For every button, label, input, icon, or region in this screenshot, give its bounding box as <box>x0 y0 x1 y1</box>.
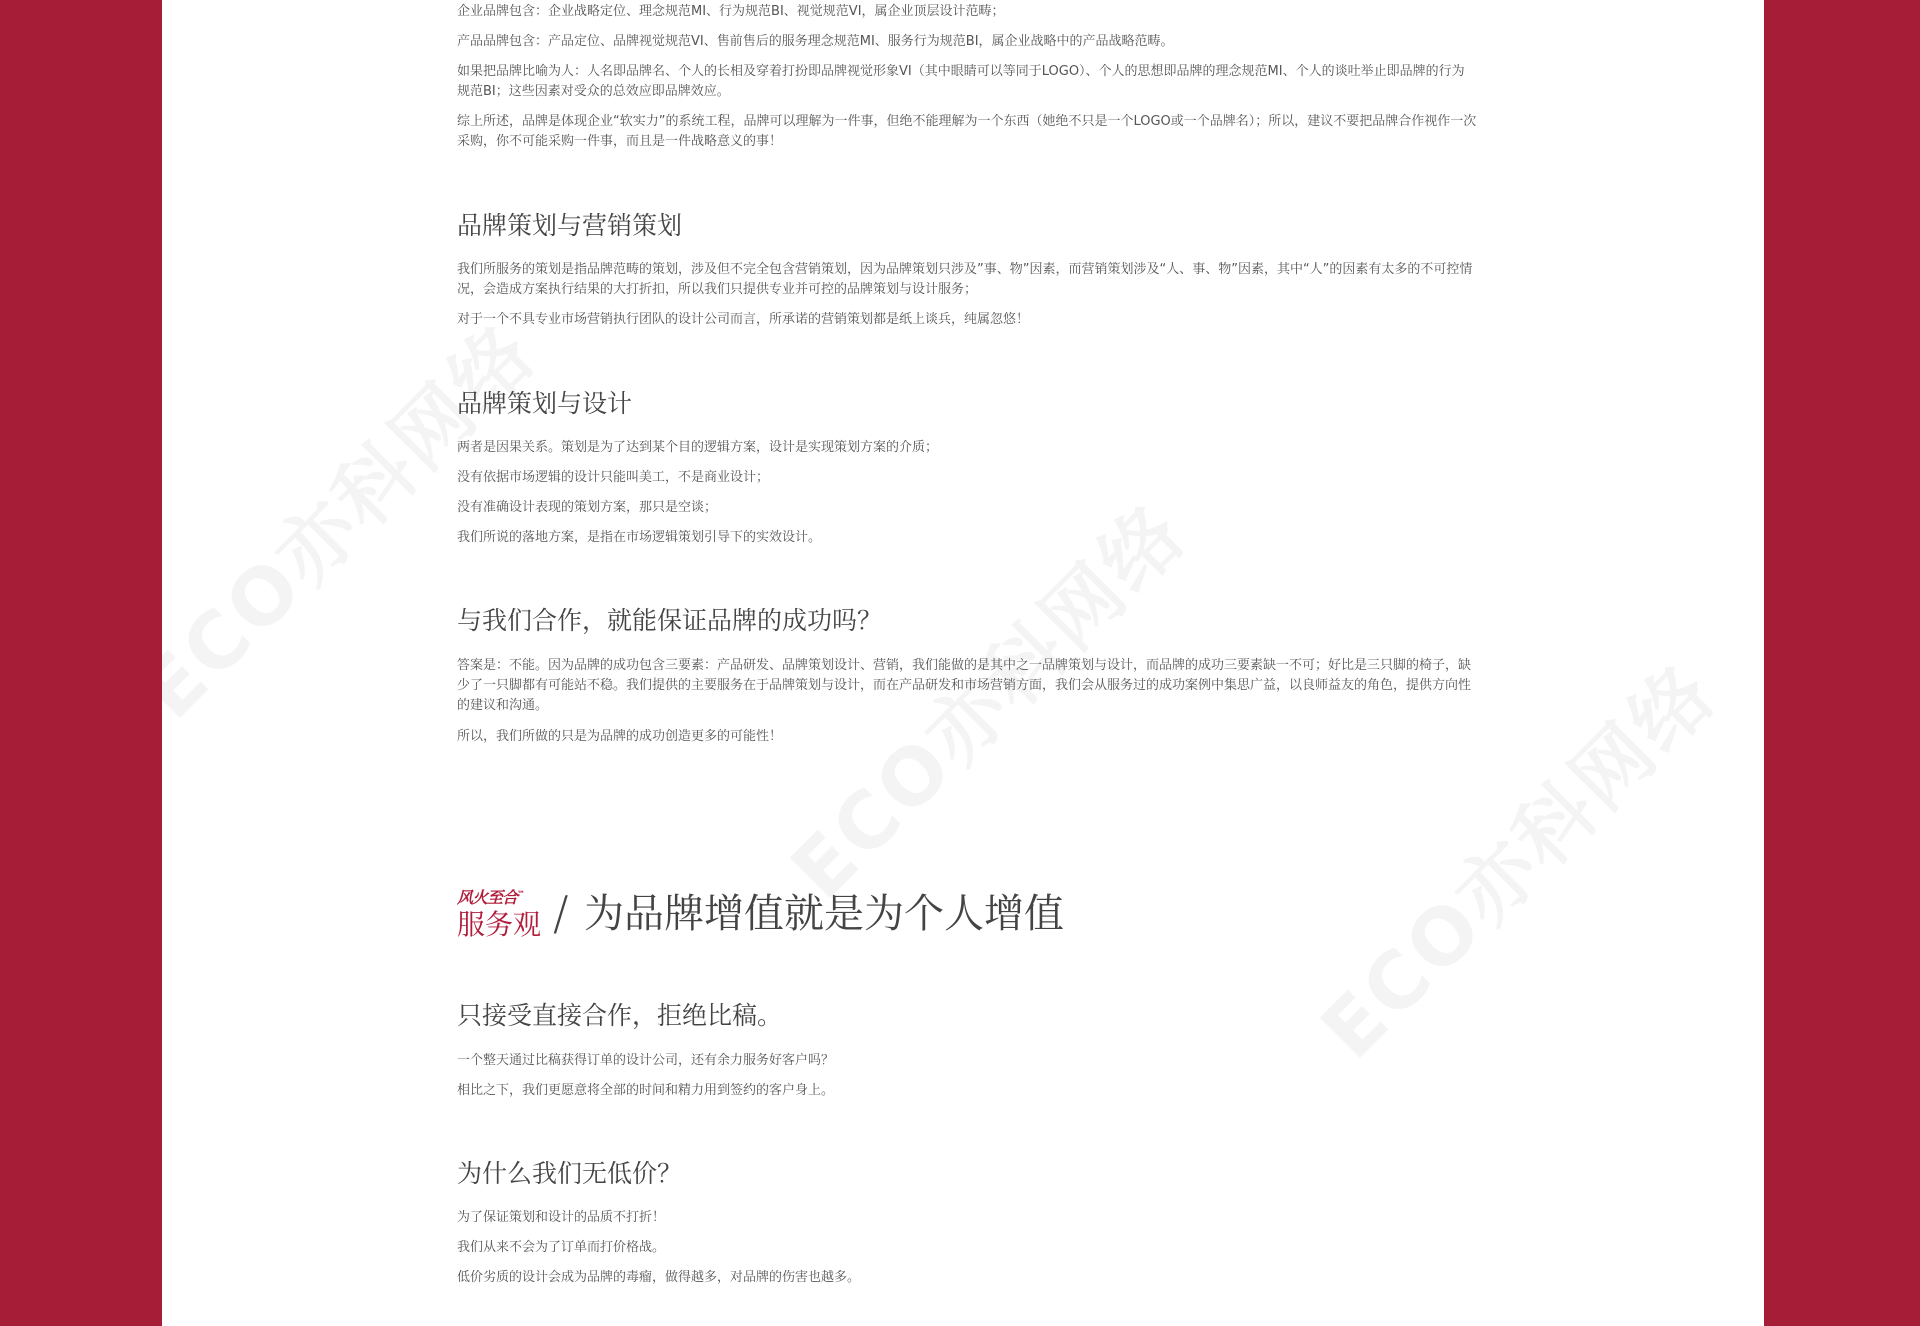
paragraph: 相比之下，我们更愿意将全部的时间和精力用到签约的客户身上。 <box>457 1083 835 1098</box>
paragraph: 我们所说的落地方案，是指在市场逻辑策划引导下的实效设计。 <box>457 530 822 545</box>
paragraph: 我们从来不会为了订单而打价格战。 <box>457 1240 666 1255</box>
paragraph: 我们所服务的策划是指品牌范畴的策划，涉及但不完全包含营销策划，因为品牌策划只涉及”事、物”因素，而营销策划涉及“人、事、物”因素，其中“人”的因素有太多的不可控情况，会造成方案执行结果的大打折扣，所以我们只提供专业并可控的品牌策划与设计服务； <box>457 262 1473 297</box>
paragraph: 企业品牌包含：企业战略定位、理念规范MI、行为规范BI、视觉规范VI，属企业顶层设计范畴； <box>457 4 1005 19</box>
paragraph: 没有准确设计表现的策划方案，那只是空谈； <box>457 500 718 515</box>
section-title: 品牌策划与设计 <box>457 389 633 418</box>
section-title: 与我们合作，就能保证品牌的成功吗？ <box>457 606 883 635</box>
trademark-mark: ™ <box>517 889 525 899</box>
paragraph: 两者是因果关系。策划是为了达到某个目的逻辑方案，设计是实现策划方案的介质； <box>457 440 939 455</box>
section-title: 品牌策划与营销策划 <box>457 211 683 240</box>
paragraph: 产品品牌包含：产品定位、品牌视觉规范VI、售前售后的服务理念规范MI、服务行为规范BI，属企业战略中的产品战略范畴。 <box>457 34 1174 49</box>
paragraph: 低价劣质的设计会成为品牌的毒瘤，做得越多，对品牌的伤害也越多。 <box>457 1270 861 1285</box>
paragraph: 综上所述，品牌是体现企业“软实力”的系统工程，品牌可以理解为一件事，但绝不能理解为一个东西（她绝不只是一个LOGO或一个品牌名）；所以，建议不要把品牌合作视作一次采购，你不可能采购一件事，而且是一件战略意义的事！ <box>457 114 1477 149</box>
paragraph: 对于一个不具专业市场营销执行团队的设计公司而言，所承诺的营销策划都是纸上谈兵，纯属忽悠！ <box>457 312 1030 327</box>
paragraph: 所以，我们所做的只是为品牌的成功创造更多的可能性！ <box>457 729 783 744</box>
paragraph: 为了保证策划和设计的品质不打折！ <box>457 1210 666 1225</box>
brand-logo-text: 风火至合 <box>457 888 518 907</box>
section-title: 只接受直接合作，拒绝比稿。 <box>457 1001 783 1030</box>
service-title: 为品牌增值就是为个人增值 <box>584 891 1064 937</box>
divider-slash: / <box>553 886 569 940</box>
content-page <box>162 0 1764 1326</box>
paragraph: 答案是：不能。因为品牌的成功包含三要素：产品研发、品牌策划设计、营销，我们能做的是其中之一品牌策划与设计，而品牌的成功三要素缺一不可；好比是三只脚的椅子，缺少了一只脚都有可能站不稳。我们提供的主要服务在于品牌策划与设计，而在产品研发和市场营销方面，我们会从服务过的成功案例中集思广益，以良师益友的角色，提供方向性的建议和沟通。 <box>457 658 1472 713</box>
service-label: 服务观 <box>457 908 542 941</box>
paragraph: 一个整天通过比稿获得订单的设计公司，还有余力服务好客户吗？ <box>457 1053 835 1068</box>
paragraph: 没有依据市场逻辑的设计只能叫美工，不是商业设计； <box>457 470 770 485</box>
paragraph: 如果把品牌比喻为人：人名即品牌名、个人的长相及穿着打扮即品牌视觉形象VI（其中眼睛可以等同于LOGO）、个人的思想即品牌的理念规范MI、个人的谈吐举止即品牌的行为规范BI；这些因素对受众的总效应即品牌效应。 <box>457 64 1465 99</box>
section-title: 为什么我们无低价？ <box>457 1159 683 1188</box>
